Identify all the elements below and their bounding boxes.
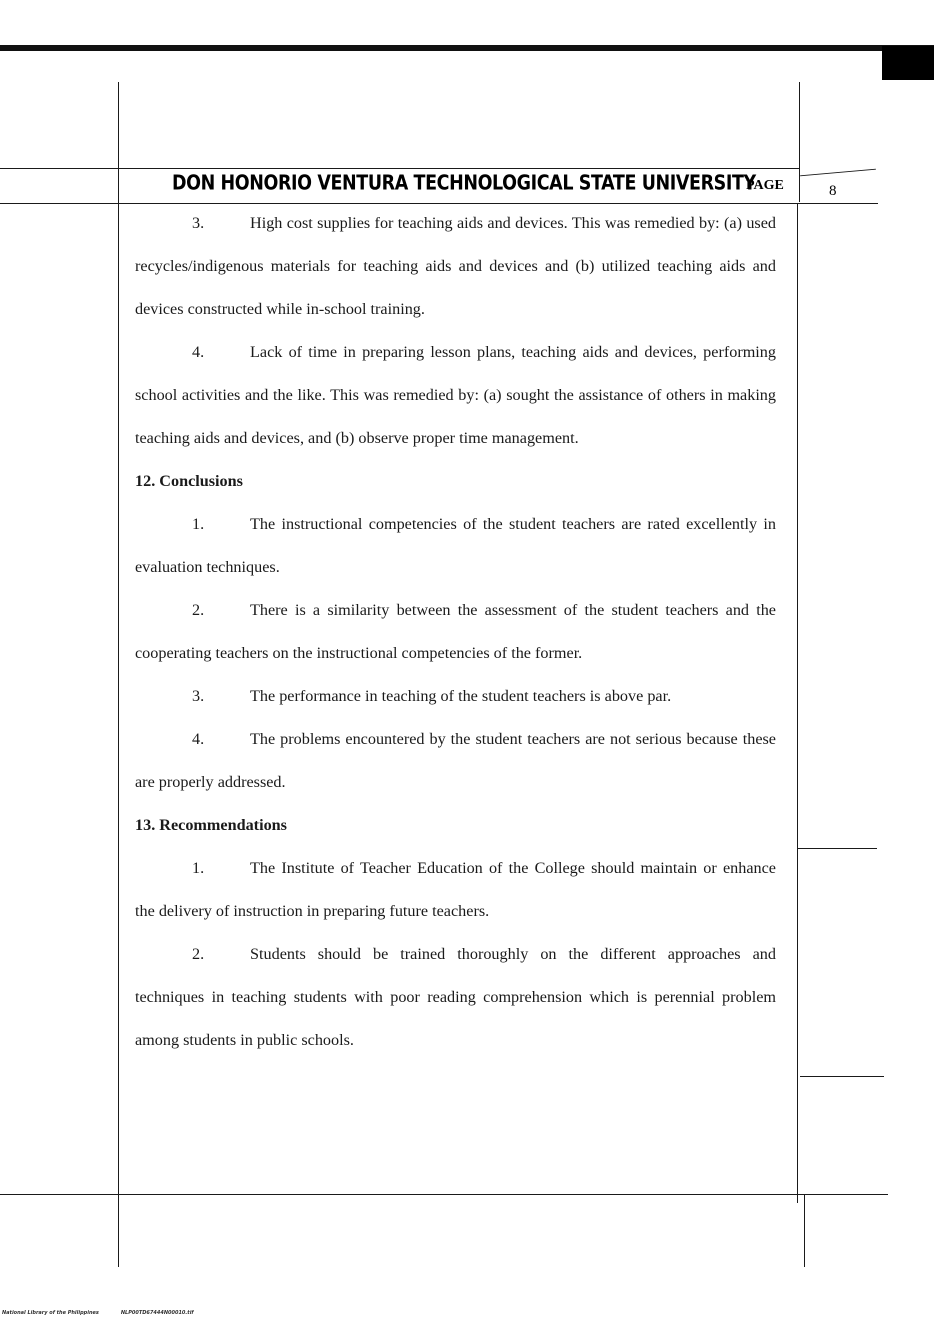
conclusion-item: 4. The problems encountered by the student teachers are not serious because these are properly addressed. xyxy=(135,730,776,791)
margin-tick-2 xyxy=(800,1076,884,1077)
left-margin-rule xyxy=(118,82,119,1267)
problem-item: 3. High cost supplies for teaching aids and devices. This was remedied by: (a) used recycles/indigenous materials for teaching aids and devices and (b) utilized teaching aids and devices constructed while in-school training. xyxy=(135,214,776,318)
conclusion-item: 2. There is a similarity between the assessment of the student teachers and the cooperating teachers on the instructional competencies of the former. xyxy=(135,601,776,662)
footer-rule xyxy=(0,1194,888,1195)
scan-corner-mark xyxy=(882,46,934,80)
header-top-rule xyxy=(0,168,800,169)
library-credit: National Library of the Philippines xyxy=(2,1310,99,1316)
header-top-rule-tail xyxy=(800,169,876,177)
right-margin-rule-bottom xyxy=(804,1195,805,1267)
scan-top-band xyxy=(0,45,934,51)
page-label: PAGE xyxy=(746,178,784,193)
recommendation-item: 2. Students should be trained thoroughly on the different approaches and techniques in teaching students with poor reading comprehension which is perennial problem among students in public schools. xyxy=(135,945,776,1049)
recommendations-heading: 13. Recommendations xyxy=(135,816,287,834)
university-title: DON HONORIO VENTURA TECHNOLOGICAL STATE UNIVERSITY xyxy=(172,172,756,196)
right-margin-rule xyxy=(797,203,798,1203)
right-margin-rule-top xyxy=(799,82,800,202)
document-body xyxy=(135,202,776,1062)
scan-credit xyxy=(2,1310,216,1316)
conclusion-item: 1. The instructional competencies of the student teachers are rated excellently in evaluation techniques. xyxy=(135,515,776,576)
conclusions-heading: 12. Conclusions xyxy=(135,472,243,490)
problem-item: 4. Lack of time in preparing lesson plans, teaching aids and devices, performing school activities and the like. This was remedied by: (a) sought the assistance of others in making teaching aids and devices, and (b) observe proper time management. xyxy=(135,343,776,447)
recommendation-item: 1. The Institute of Teacher Education of the College should maintain or enhance the delivery of instruction in preparing future teachers. xyxy=(135,859,776,920)
page-number: 8 xyxy=(829,183,837,199)
conclusion-item: 3. The performance in teaching of the student teachers is above par. xyxy=(192,687,672,705)
margin-tick-1 xyxy=(797,848,877,849)
scan-code: NLP00TD67444N00010.tif xyxy=(120,1310,194,1316)
